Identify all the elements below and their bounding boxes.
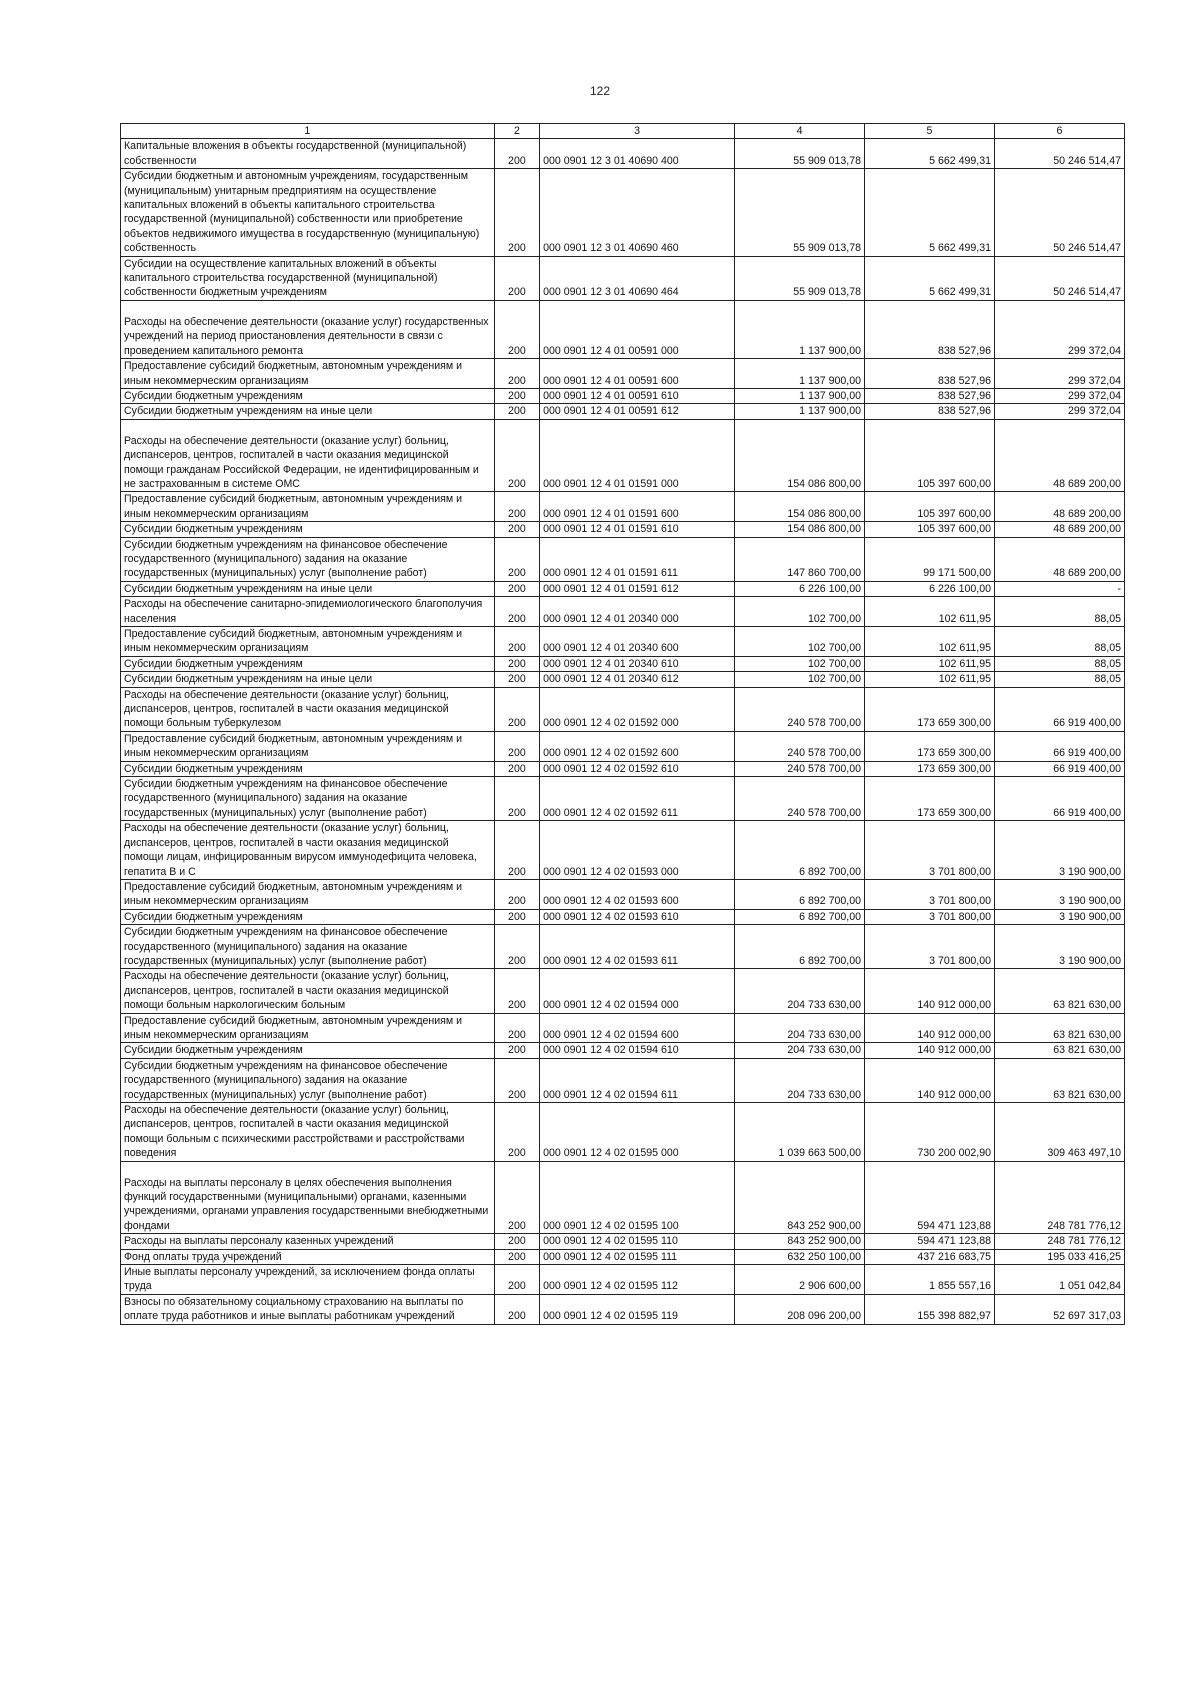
table-row <box>121 1058 1125 1102</box>
row-code: 200 <box>494 687 539 731</box>
row-code: 200 <box>494 492 539 522</box>
row-approved-amount: 1 137 900,00 <box>735 404 865 419</box>
row-remaining-amount: 3 190 900,00 <box>994 925 1124 969</box>
row-budget-classification: 000 0901 12 4 02 01592 611 <box>540 777 735 821</box>
row-remaining-amount: 88,05 <box>994 672 1124 687</box>
table-row <box>121 597 1125 627</box>
table-row <box>121 492 1125 522</box>
row-code: 200 <box>494 256 539 300</box>
row-description: Субсидии бюджетным учреждениям на иные цели <box>121 404 495 419</box>
row-remaining-amount: 63 821 630,00 <box>994 969 1124 1013</box>
row-budget-classification: 000 0901 12 4 02 01595 110 <box>540 1234 735 1249</box>
row-description: Субсидии бюджетным учреждениям <box>121 1043 495 1058</box>
row-executed-amount: 140 912 000,00 <box>865 969 995 1013</box>
page-number: 122 <box>589 84 611 98</box>
row-executed-amount: 3 701 800,00 <box>865 925 995 969</box>
row-budget-classification: 000 0901 12 4 02 01595 112 <box>540 1265 735 1295</box>
row-code: 200 <box>494 1013 539 1043</box>
row-description: Иные выплаты персоналу учреждений, за исключением фонда оплаты труда <box>121 1265 495 1295</box>
row-budget-classification: 000 0901 12 4 01 00591 612 <box>540 404 735 419</box>
row-executed-amount: 1 855 557,16 <box>865 1265 995 1295</box>
row-description: Субсидии бюджетным учреждениям на иные цели <box>121 672 495 687</box>
column-header: 5 <box>865 124 995 139</box>
row-remaining-amount: 88,05 <box>994 656 1124 671</box>
row-description: Расходы на выплаты персоналу казенных учреждений <box>121 1234 495 1249</box>
row-code: 200 <box>494 1103 539 1162</box>
row-description: Субсидии бюджетным учреждениям на финансовое обеспечение государственного (муниципального) задания на оказание государственных (муниципальных) услуг (выполнение работ) <box>121 537 495 581</box>
row-budget-classification: 000 0901 12 4 01 00591 600 <box>540 359 735 389</box>
row-code: 200 <box>494 537 539 581</box>
row-approved-amount: 102 700,00 <box>735 672 865 687</box>
row-approved-amount: 632 250 100,00 <box>735 1249 865 1264</box>
row-code: 200 <box>494 597 539 627</box>
row-remaining-amount: 248 781 776,12 <box>994 1161 1124 1234</box>
row-remaining-amount: 48 689 200,00 <box>994 419 1124 492</box>
row-description: Субсидии бюджетным учреждениям на финансовое обеспечение государственного (муниципального) задания на оказание государственных (муниципальных) услуг (выполнение работ) <box>121 925 495 969</box>
row-executed-amount: 5 662 499,31 <box>865 256 995 300</box>
row-approved-amount: 154 086 800,00 <box>735 522 865 537</box>
row-approved-amount: 147 860 700,00 <box>735 537 865 581</box>
row-budget-classification: 000 0901 12 4 01 00591 610 <box>540 388 735 403</box>
row-budget-classification: 000 0901 12 4 02 01595 111 <box>540 1249 735 1264</box>
row-remaining-amount: 309 463 497,10 <box>994 1103 1124 1162</box>
row-description: Предоставление субсидий бюджетным, автономным учреждениям и иным некоммерческим организациям <box>121 731 495 761</box>
row-executed-amount: 102 611,95 <box>865 656 995 671</box>
row-description: Расходы на обеспечение деятельности (оказание услуг) больниц, диспансеров, центров, госпиталей в части оказания медицинской помощи гражданам Российской Федерации, не идентифицированным и не застрахованным в системе ОМС <box>121 419 495 492</box>
row-remaining-amount: 248 781 776,12 <box>994 1234 1124 1249</box>
row-code: 200 <box>494 1058 539 1102</box>
row-approved-amount: 204 733 630,00 <box>735 1043 865 1058</box>
table-row <box>121 300 1125 358</box>
row-code: 200 <box>494 139 539 169</box>
row-description: Субсидии бюджетным учреждениям <box>121 388 495 403</box>
table-row <box>121 1294 1125 1324</box>
row-remaining-amount: 50 246 514,47 <box>994 169 1124 256</box>
row-code: 200 <box>494 419 539 492</box>
row-remaining-amount: 195 033 416,25 <box>994 1249 1124 1264</box>
row-executed-amount: 140 912 000,00 <box>865 1058 995 1102</box>
row-executed-amount: 102 611,95 <box>865 627 995 657</box>
row-approved-amount: 1 039 663 500,00 <box>735 1103 865 1162</box>
row-description: Субсидии на осуществление капитальных вложений в объекты капитального строительства государственной (муниципальной) собственности бюджетным учреждениям <box>121 256 495 300</box>
row-budget-classification: 000 0901 12 4 02 01595 119 <box>540 1294 735 1324</box>
row-code: 200 <box>494 672 539 687</box>
row-remaining-amount: 63 821 630,00 <box>994 1058 1124 1102</box>
column-header: 1 <box>121 124 495 139</box>
row-code: 200 <box>494 169 539 256</box>
row-executed-amount: 173 659 300,00 <box>865 731 995 761</box>
row-executed-amount: 3 701 800,00 <box>865 909 995 924</box>
row-description: Предоставление субсидий бюджетным, автономным учреждениям и иным некоммерческим организациям <box>121 1013 495 1043</box>
row-budget-classification: 000 0901 12 4 02 01592 000 <box>540 687 735 731</box>
row-approved-amount: 55 909 013,78 <box>735 169 865 256</box>
row-code: 200 <box>494 1294 539 1324</box>
row-executed-amount: 437 216 683,75 <box>865 1249 995 1264</box>
row-executed-amount: 5 662 499,31 <box>865 139 995 169</box>
row-code: 200 <box>494 359 539 389</box>
row-budget-classification: 000 0901 12 4 02 01592 610 <box>540 761 735 776</box>
row-remaining-amount: 1 051 042,84 <box>994 1265 1124 1295</box>
row-budget-classification: 000 0901 12 4 02 01593 000 <box>540 821 735 880</box>
row-remaining-amount: 66 919 400,00 <box>994 761 1124 776</box>
row-approved-amount: 843 252 900,00 <box>735 1161 865 1234</box>
row-code: 200 <box>494 1265 539 1295</box>
row-description: Предоставление субсидий бюджетным, автономным учреждениям и иным некоммерческим организациям <box>121 492 495 522</box>
row-approved-amount: 102 700,00 <box>735 656 865 671</box>
row-code: 200 <box>494 821 539 880</box>
table-header-row <box>121 124 1125 139</box>
table-row <box>121 969 1125 1013</box>
row-budget-classification: 000 0901 12 4 02 01594 600 <box>540 1013 735 1043</box>
row-executed-amount: 838 527,96 <box>865 359 995 389</box>
row-executed-amount: 594 471 123,88 <box>865 1161 995 1234</box>
row-description: Расходы на обеспечение деятельности (оказание услуг) государственных учреждений на период приостановления деятельности в связи с проведением капитального ремонта <box>121 300 495 358</box>
row-approved-amount: 240 578 700,00 <box>735 687 865 731</box>
row-executed-amount: 105 397 600,00 <box>865 419 995 492</box>
row-remaining-amount: 66 919 400,00 <box>994 687 1124 731</box>
row-description: Предоставление субсидий бюджетным, автономным учреждениям и иным некоммерческим организациям <box>121 627 495 657</box>
row-executed-amount: 173 659 300,00 <box>865 687 995 731</box>
row-executed-amount: 140 912 000,00 <box>865 1043 995 1058</box>
row-budget-classification: 000 0901 12 3 01 40690 460 <box>540 169 735 256</box>
table-row <box>121 777 1125 821</box>
row-description: Взносы по обязательному социальному страхованию на выплаты по оплате труда работников и иные выплаты работникам учреждений <box>121 1294 495 1324</box>
row-remaining-amount: 88,05 <box>994 597 1124 627</box>
column-header: 3 <box>540 124 735 139</box>
row-executed-amount: 102 611,95 <box>865 672 995 687</box>
row-remaining-amount: 299 372,04 <box>994 300 1124 358</box>
row-approved-amount: 1 137 900,00 <box>735 388 865 403</box>
row-approved-amount: 843 252 900,00 <box>735 1234 865 1249</box>
row-code: 200 <box>494 656 539 671</box>
row-approved-amount: 204 733 630,00 <box>735 1058 865 1102</box>
table-row <box>121 909 1125 924</box>
row-code: 200 <box>494 925 539 969</box>
row-code: 200 <box>494 1043 539 1058</box>
row-executed-amount: 3 701 800,00 <box>865 821 995 880</box>
row-remaining-amount: 88,05 <box>994 627 1124 657</box>
row-executed-amount: 105 397 600,00 <box>865 522 995 537</box>
row-approved-amount: 55 909 013,78 <box>735 139 865 169</box>
row-approved-amount: 1 137 900,00 <box>735 359 865 389</box>
row-budget-classification: 000 0901 12 3 01 40690 400 <box>540 139 735 169</box>
row-approved-amount: 6 892 700,00 <box>735 879 865 909</box>
row-code: 200 <box>494 1234 539 1249</box>
row-remaining-amount: 50 246 514,47 <box>994 256 1124 300</box>
row-code: 200 <box>494 1249 539 1264</box>
row-code: 200 <box>494 731 539 761</box>
row-description: Субсидии бюджетным учреждениям на иные цели <box>121 581 495 596</box>
row-executed-amount: 140 912 000,00 <box>865 1013 995 1043</box>
row-description: Фонд оплаты труда учреждений <box>121 1249 495 1264</box>
table-row <box>121 537 1125 581</box>
column-header: 2 <box>494 124 539 139</box>
table-row <box>121 169 1125 256</box>
row-budget-classification: 000 0901 12 4 02 01595 000 <box>540 1103 735 1162</box>
row-code: 200 <box>494 1161 539 1234</box>
row-executed-amount: 102 611,95 <box>865 597 995 627</box>
row-description: Расходы на обеспечение деятельности (оказание услуг) больниц, диспансеров, центров, госпиталей в части оказания медицинской помощи лицам, инфицированным вирусом иммунодефицита человека, гепатита B и C <box>121 821 495 880</box>
row-remaining-amount: 63 821 630,00 <box>994 1013 1124 1043</box>
row-description: Расходы на выплаты персоналу в целях обеспечения выполнения функций государственными (муниципальными) органами, казенными учреждениями, органами управления государственными внебюджетными фондами <box>121 1161 495 1234</box>
row-description: Капитальные вложения в объекты государственной (муниципальной) собственности <box>121 139 495 169</box>
row-description: Субсидии бюджетным и автономным учреждениям, государственным (муниципальным) унитарным предприятиям на осуществление капитальных вложений в объекты капитального строительства государственной (муниципальной) собственности или приобретение объектов недвижимого имущества в государственную (муниципальную) собственность <box>121 169 495 256</box>
row-executed-amount: 99 171 500,00 <box>865 537 995 581</box>
table-row <box>121 761 1125 776</box>
row-budget-classification: 000 0901 12 4 02 01593 600 <box>540 879 735 909</box>
row-code: 200 <box>494 777 539 821</box>
row-remaining-amount: 48 689 200,00 <box>994 522 1124 537</box>
table-row <box>121 581 1125 596</box>
row-remaining-amount: 299 372,04 <box>994 359 1124 389</box>
row-budget-classification: 000 0901 12 4 01 01591 600 <box>540 492 735 522</box>
row-remaining-amount: - <box>994 581 1124 596</box>
row-executed-amount: 594 471 123,88 <box>865 1234 995 1249</box>
row-code: 200 <box>494 627 539 657</box>
row-approved-amount: 204 733 630,00 <box>735 1013 865 1043</box>
row-approved-amount: 154 086 800,00 <box>735 419 865 492</box>
table-row <box>121 388 1125 403</box>
table-row <box>121 139 1125 169</box>
row-code: 200 <box>494 909 539 924</box>
row-description: Субсидии бюджетным учреждениям <box>121 761 495 776</box>
row-executed-amount: 730 200 002,90 <box>865 1103 995 1162</box>
row-executed-amount: 173 659 300,00 <box>865 777 995 821</box>
table-row <box>121 925 1125 969</box>
row-description: Расходы на обеспечение деятельности (оказание услуг) больниц, диспансеров, центров, госпиталей в части оказания медицинской помощи больным с психическими расстройствами и расстройствами поведения <box>121 1103 495 1162</box>
row-approved-amount: 102 700,00 <box>735 597 865 627</box>
row-description: Субсидии бюджетным учреждениям на финансовое обеспечение государственного (муниципального) задания на оказание государственных (муниципальных) услуг (выполнение работ) <box>121 777 495 821</box>
row-remaining-amount: 48 689 200,00 <box>994 492 1124 522</box>
row-approved-amount: 154 086 800,00 <box>735 492 865 522</box>
row-approved-amount: 2 906 600,00 <box>735 1265 865 1295</box>
row-executed-amount: 105 397 600,00 <box>865 492 995 522</box>
row-budget-classification: 000 0901 12 4 02 01595 100 <box>540 1161 735 1234</box>
row-budget-classification: 000 0901 12 4 01 01591 611 <box>540 537 735 581</box>
table-row <box>121 672 1125 687</box>
row-remaining-amount: 3 190 900,00 <box>994 909 1124 924</box>
row-approved-amount: 204 733 630,00 <box>735 969 865 1013</box>
row-executed-amount: 838 527,96 <box>865 300 995 358</box>
table-row <box>121 256 1125 300</box>
row-remaining-amount: 52 697 317,03 <box>994 1294 1124 1324</box>
table-row <box>121 1043 1125 1058</box>
row-executed-amount: 838 527,96 <box>865 388 995 403</box>
row-description: Расходы на обеспечение деятельности (оказание услуг) больниц, диспансеров, центров, госпиталей в части оказания медицинской помощи больным наркологическим больным <box>121 969 495 1013</box>
row-approved-amount: 6 226 100,00 <box>735 581 865 596</box>
row-budget-classification: 000 0901 12 4 01 20340 610 <box>540 656 735 671</box>
row-budget-classification: 000 0901 12 4 01 01591 610 <box>540 522 735 537</box>
budget-table <box>120 123 1125 1325</box>
table-row <box>121 522 1125 537</box>
row-budget-classification: 000 0901 12 4 01 01591 000 <box>540 419 735 492</box>
table-row <box>121 627 1125 657</box>
row-budget-classification: 000 0901 12 4 01 20340 000 <box>540 597 735 627</box>
table-row <box>121 1103 1125 1162</box>
row-remaining-amount: 50 246 514,47 <box>994 139 1124 169</box>
row-remaining-amount: 299 372,04 <box>994 404 1124 419</box>
row-remaining-amount: 48 689 200,00 <box>994 537 1124 581</box>
table-row <box>121 687 1125 731</box>
table-row <box>121 1249 1125 1264</box>
row-budget-classification: 000 0901 12 4 01 20340 612 <box>540 672 735 687</box>
row-remaining-amount: 66 919 400,00 <box>994 731 1124 761</box>
row-executed-amount: 155 398 882,97 <box>865 1294 995 1324</box>
table-row <box>121 404 1125 419</box>
row-remaining-amount: 3 190 900,00 <box>994 879 1124 909</box>
row-description: Субсидии бюджетным учреждениям на финансовое обеспечение государственного (муниципального) задания на оказание государственных (муниципальных) услуг (выполнение работ) <box>121 1058 495 1102</box>
row-budget-classification: 000 0901 12 4 02 01592 600 <box>540 731 735 761</box>
row-description: Предоставление субсидий бюджетным, автономным учреждениям и иным некоммерческим организациям <box>121 879 495 909</box>
row-code: 200 <box>494 388 539 403</box>
table-row <box>121 1161 1125 1234</box>
row-executed-amount: 3 701 800,00 <box>865 879 995 909</box>
row-approved-amount: 55 909 013,78 <box>735 256 865 300</box>
table-row <box>121 419 1125 492</box>
row-approved-amount: 1 137 900,00 <box>735 300 865 358</box>
row-remaining-amount: 66 919 400,00 <box>994 777 1124 821</box>
column-header: 4 <box>735 124 865 139</box>
row-executed-amount: 173 659 300,00 <box>865 761 995 776</box>
table-row <box>121 1265 1125 1295</box>
table-row <box>121 656 1125 671</box>
table-row <box>121 359 1125 389</box>
row-budget-classification: 000 0901 12 4 02 01594 611 <box>540 1058 735 1102</box>
row-approved-amount: 6 892 700,00 <box>735 909 865 924</box>
row-approved-amount: 240 578 700,00 <box>735 777 865 821</box>
table-row <box>121 879 1125 909</box>
row-budget-classification: 000 0901 12 4 01 01591 612 <box>540 581 735 596</box>
row-approved-amount: 240 578 700,00 <box>735 761 865 776</box>
table-body <box>121 139 1125 1324</box>
row-executed-amount: 838 527,96 <box>865 404 995 419</box>
row-description: Субсидии бюджетным учреждениям <box>121 909 495 924</box>
row-description: Субсидии бюджетным учреждениям <box>121 656 495 671</box>
table-row <box>121 731 1125 761</box>
row-approved-amount: 240 578 700,00 <box>735 731 865 761</box>
row-code: 200 <box>494 879 539 909</box>
row-approved-amount: 102 700,00 <box>735 627 865 657</box>
row-approved-amount: 208 096 200,00 <box>735 1294 865 1324</box>
row-budget-classification: 000 0901 12 4 02 01594 610 <box>540 1043 735 1058</box>
row-code: 200 <box>494 300 539 358</box>
row-code: 200 <box>494 761 539 776</box>
row-remaining-amount: 299 372,04 <box>994 388 1124 403</box>
row-description: Расходы на обеспечение санитарно-эпидемиологического благополучия населения <box>121 597 495 627</box>
row-approved-amount: 6 892 700,00 <box>735 925 865 969</box>
row-executed-amount: 5 662 499,31 <box>865 169 995 256</box>
row-remaining-amount: 63 821 630,00 <box>994 1043 1124 1058</box>
row-executed-amount: 6 226 100,00 <box>865 581 995 596</box>
row-budget-classification: 000 0901 12 4 02 01593 610 <box>540 909 735 924</box>
row-code: 200 <box>494 522 539 537</box>
row-remaining-amount: 3 190 900,00 <box>994 821 1124 880</box>
table-row <box>121 1013 1125 1043</box>
row-budget-classification: 000 0901 12 4 02 01593 611 <box>540 925 735 969</box>
row-budget-classification: 000 0901 12 4 01 00591 000 <box>540 300 735 358</box>
row-budget-classification: 000 0901 12 4 02 01594 000 <box>540 969 735 1013</box>
row-budget-classification: 000 0901 12 4 01 20340 600 <box>540 627 735 657</box>
row-budget-classification: 000 0901 12 3 01 40690 464 <box>540 256 735 300</box>
row-description: Субсидии бюджетным учреждениям <box>121 522 495 537</box>
row-code: 200 <box>494 404 539 419</box>
row-description: Предоставление субсидий бюджетным, автономным учреждениям и иным некоммерческим организациям <box>121 359 495 389</box>
row-code: 200 <box>494 581 539 596</box>
row-description: Расходы на обеспечение деятельности (оказание услуг) больниц, диспансеров, центров, госпиталей в части оказания медицинской помощи больным туберкулезом <box>121 687 495 731</box>
row-code: 200 <box>494 969 539 1013</box>
row-approved-amount: 6 892 700,00 <box>735 821 865 880</box>
column-header: 6 <box>994 124 1124 139</box>
table-row <box>121 821 1125 880</box>
table-row <box>121 1234 1125 1249</box>
